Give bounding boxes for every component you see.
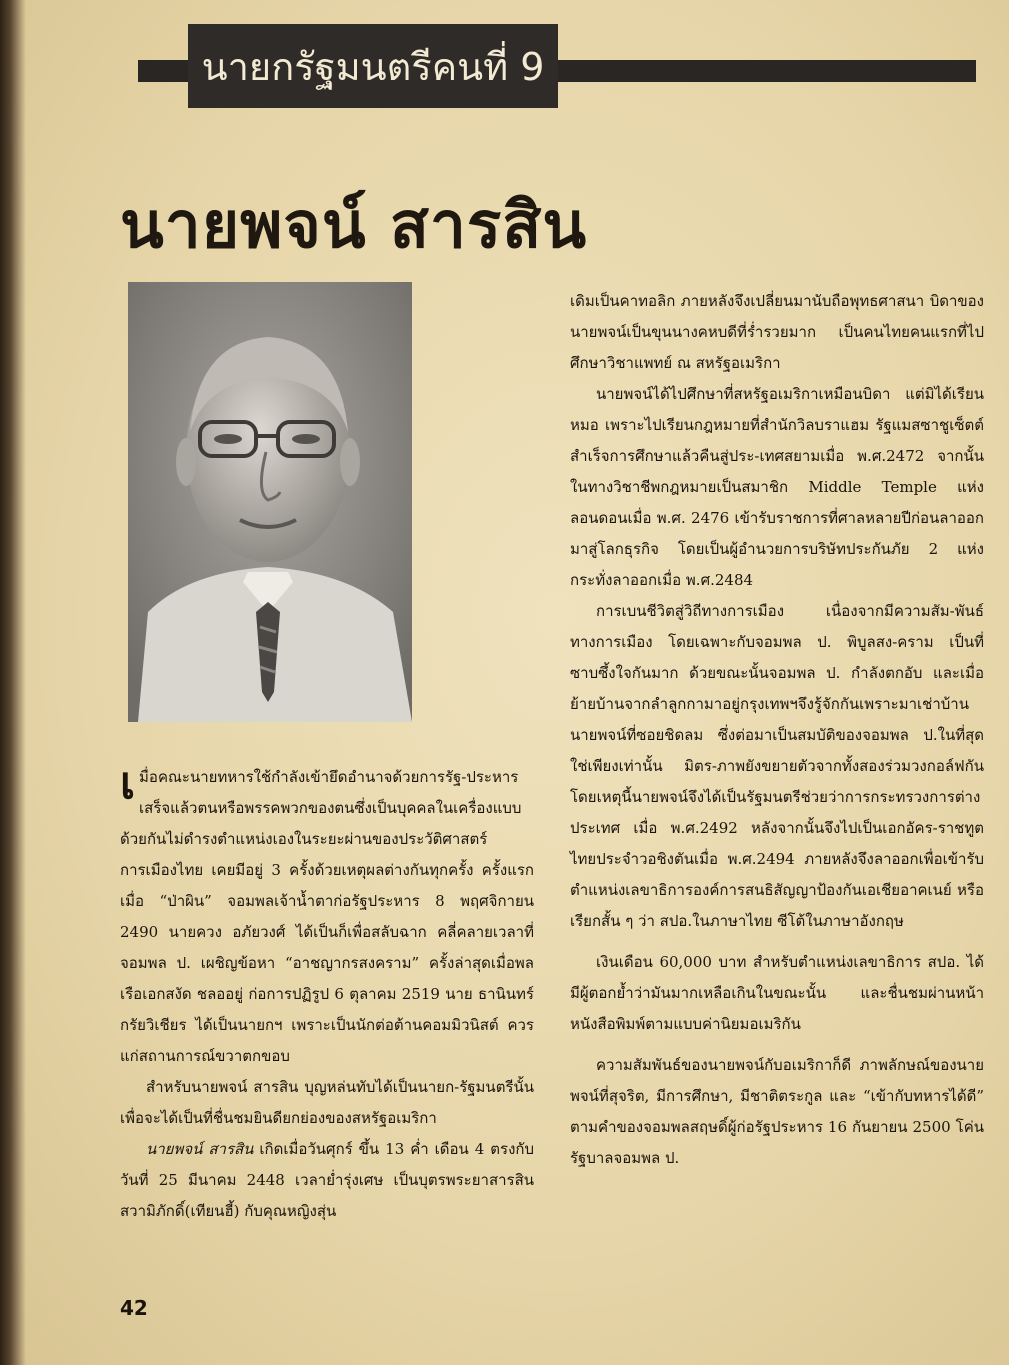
- portrait-image: [128, 282, 412, 722]
- paragraph-1: [120, 758, 534, 1072]
- article-headline: นายพจน์ สารสิน: [120, 189, 588, 263]
- paragraph-3-text: เกิดเมื่อวันศุกร์ ขึ้น 13 ค่ำ เดือน 4 ตรงกับวันที่ 25 มีนาคม 2448 เวลาย่ำรุ่งเศษ เป็นบุตรพระยาสารสินสวามิภักดิ์(เทียนฮี้) กับคุณหญิงสุ่น: [120, 1140, 534, 1220]
- paragraph-7: เงินเดือน 60,000 บาท สำหรับตำแหน่งเลขาธิการ สปอ. ได้มีผู้ตอกย้ำว่ามันมากเหลือเกินในขณะนั้น และชื่นชมผ่านหน้าหนังสือพิมพ์ตามแบบค่านิยมอเมริกัน: [570, 953, 984, 1033]
- subject-name: นายพจน์ สารสิน: [146, 1140, 254, 1158]
- paragraph-3: [120, 1134, 534, 1227]
- paragraph-2: สำหรับนายพจน์ สารสิน บุญหล่นทับได้เป็นนายก-รัฐมนตรีนั้น เพื่อจะได้เป็นที่ชื่นชมยินดียกย่องของสหรัฐอเมริกา: [120, 1078, 534, 1127]
- left-column: [120, 758, 534, 1227]
- paragraph-1-text: มื่อคณะนายทหารใช้กำลังเข้ายึดอำนาจด้วยการรัฐ-ประหาร เสร็จแล้วตนหรือพรรคพวกของตนซึ่งเป็นบุคคลในเครื่องแบบด้วยกันไม่ดำรงตำแหน่งเองในระยะผ่านของประวัติศาสตร์การเมืองไทย เคยมีอยู่ 3 ครั้งด้วยเหตุผลต่างกันทุกครั้ง ครั้งแรกเมื่อ “ป่าผิน” จอมพลเจ้าน้ำตาก่อรัฐประหาร 8 พฤศจิกายน 2490 นายควง อภัยวงศ์ ได้เป็นก็เพื่อสลับฉาก คลี่คลายเวลาที่จอมพล ป. เผชิญข้อหา “อาชญากรสงคราม” ครั้งล่าสุดเมื่อพลเรือเอกสงัด ชลออยู่ ก่อการปฏิรูป 6 ตุลาคม 2519 นาย ธานินทร์ กรัยวิเชียร ได้เป็นนายกฯ เพราะเป็นนักต่อต้านคอมมิวนิสต์ ควรแก่สถานการณ์ขวาตกขอบ: [120, 768, 534, 1065]
- section-label: นายกรัฐมนตรีคนที่ 9: [201, 44, 545, 89]
- torn-page-edge: [0, 0, 26, 1365]
- drop-cap: เ: [120, 758, 136, 809]
- paragraph-8: ความสัมพันธ์ของนายพจน์กับอเมริกาก็ดี ภาพลักษณ์ของนายพจน์ที่สุจริต, มีการศึกษา, มีชาติตระกูล และ “เข้ากับทหารได้ดี” ตามคำของจอมพลสฤษดิ์ผู้ก่อรัฐประหาร 16 กันยายน 2500 โค่นรัฐบาลจอมพล ป.: [570, 1056, 984, 1167]
- paragraph-6: การเบนชีวิตสู่วิถีทางการเมือง เนื่องจากมีความสัม-พันธ์ทางการเมือง โดยเฉพาะกับจอมพล ป. พิบูลสง-คราม เป็นที่ซาบซึ้งใจกันมาก ด้วยขณะนั้นจอมพล ป. กำลังตกอับ และเมื่อย้ายบ้านจากลำลูกกามาอยู่กรุงเทพฯจึงรู้จักกันเพราะมาเช่าบ้านนายพจน์ที่ซอยชิดลม ซึ่งต่อมาเป็นสมบัติของจอมพล ป.ในที่สุด ใช่เพียงเท่านั้น มิตร-ภาพยังขยายตัวจากทั้งสองร่วมวงกอล์ฟกัน โดยเหตุนี้นายพจน์จึงได้เป็นรัฐมนตรีช่วยว่าการกระทรวงการต่างประเทศ เมื่อ พ.ศ.2492 หลังจากนั้นจึงไปเป็นเอกอัคร-ราชทูตไทยประจำวอชิงตันเมื่อ พ.ศ.2494 ภายหลังจึงลาออกเพื่อเข้ารับตำแหน่งเลขาธิการองค์การสนธิสัญญาป้องกันเอเชียอาคเนย์ หรือเรียกสั้น ๆ ว่า สปอ.ในภาษาไทย ซีโต้ในภาษาอังกฤษ: [570, 602, 984, 930]
- page-number: 42: [120, 1296, 148, 1320]
- portrait-photo: [128, 282, 412, 722]
- paragraph-5: นายพจน์ได้ไปศึกษาที่สหรัฐอเมริกาเหมือนบิดา แต่มิได้เรียนหมอ เพราะไปเรียนกฎหมายที่สำนักวิลบราแฮม รัฐแมสซาชูเซ็ตต์ สำเร็จการศึกษาแล้วคืนสู่ประ-เทศสยามเมื่อ พ.ศ.2472 จากนั้นในทางวิชาชีพกฎหมายเป็นสมาชิก Middle Temple แห่งลอนดอนเมื่อ พ.ศ. 2476 เข้ารับราชการที่ศาลหลายปีก่อนลาออกมาสู่โลกธุรกิจ โดยเป็นผู้อำนวยการบริษัทประกันภัย 2 แห่ง กระทั่งลาออกเมื่อ พ.ศ.2484: [570, 385, 984, 589]
- paragraph-4: เดิมเป็นคาทอลิก ภายหลังจึงเปลี่ยนมานับถือพุทธศาสนา บิดาของนายพจน์เป็นขุนนางคหบดีที่ร่ำรวยมาก เป็นคนไทยคนแรกที่ไปศึกษาวิชาแพทย์ ณ สหรัฐอเมริกา: [570, 292, 984, 372]
- section-header: [188, 24, 558, 108]
- right-column: [570, 286, 984, 1174]
